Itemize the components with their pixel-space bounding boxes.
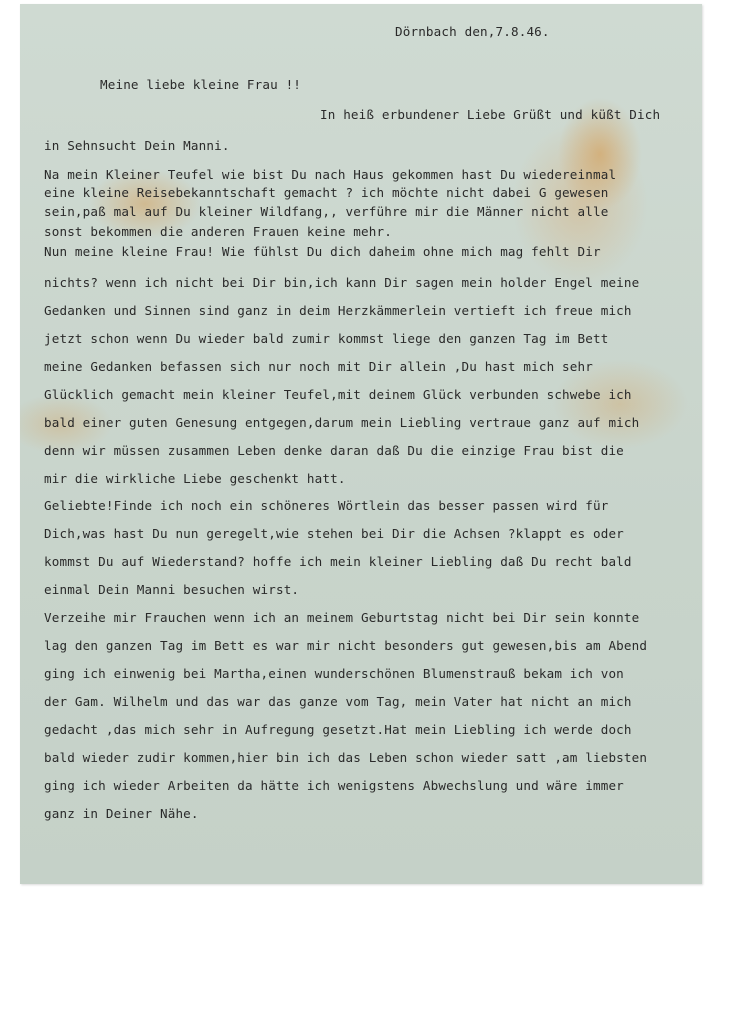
body-line: bald wieder zudir kommen,hier bin ich das Leben schon wieder satt ,am liebsten: [44, 750, 648, 765]
body-line: bald einer guten Genesung entgegen,darum mein Liebling vertraue ganz auf mich: [44, 415, 640, 430]
body-line: denn wir müssen zusammen Leben denke daran daß Du die einzige Frau bist die: [44, 443, 624, 458]
body-line: Geliebte!Finde ich noch ein schöneres Wörtlein das besser passen wird für: [44, 498, 609, 513]
body-line: ging ich einwenig bei Martha,einen wunderschönen Blumenstrauß bekam ich von: [44, 666, 624, 681]
body-line: Na mein Kleiner Teufel wie bist Du nach Haus gekommen hast Du wiedereinmal: [44, 167, 617, 182]
body-line: der Gam. Wilhelm und das war das ganze vom Tag, mein Vater hat nicht an mich: [44, 694, 632, 709]
body-line: einmal Dein Manni besuchen wirst.: [44, 582, 300, 597]
body-line: lag den ganzen Tag im Bett es war mir nicht besonders gut gewesen,bis am Abend: [44, 638, 648, 653]
body-line: jetzt schon wenn Du wieder bald zumir kommst liege den ganzen Tag im Bett: [44, 331, 609, 346]
body-line: Nun meine kleine Frau! Wie fühlst Du dich daheim ohne mich mag fehlt Dir: [44, 244, 601, 259]
body-line: Gedanken und Sinnen sind ganz in deim Herzkämmerlein vertieft ich freue mich: [44, 303, 632, 318]
greeting-line: In heiß erbundener Liebe Grüßt und küßt Dich: [320, 107, 661, 122]
body-line: eine kleine Reisebekanntschaft gemacht ? ich möchte nicht dabei G gewesen: [44, 185, 609, 200]
body-line: sonst bekommen die anderen Frauen keine mehr.: [44, 224, 392, 239]
body-line: sein,paß mal auf Du kleiner Wildfang,, verführe mir die Männer nicht alle: [44, 204, 609, 219]
greeting-signature: in Sehnsucht Dein Manni.: [44, 138, 230, 153]
date-line: Dörnbach den,7.8.46.: [395, 24, 550, 39]
body-line: meine Gedanken befassen sich nur noch mit Dir allein ,Du hast mich sehr: [44, 359, 593, 374]
body-line: Glücklich gemacht mein kleiner Teufel,mit deinem Glück verbunden schwebe ich: [44, 387, 632, 402]
body-line: kommst Du auf Wiederstand? hoffe ich mein kleiner Liebling daß Du recht bald: [44, 554, 632, 569]
body-line: ging ich wieder Arbeiten da hätte ich wenigstens Abwechslung und wäre immer: [44, 778, 624, 793]
salutation: Meine liebe kleine Frau !!: [100, 77, 302, 92]
body-line: ganz in Deiner Nähe.: [44, 806, 199, 821]
body-line: mir die wirkliche Liebe geschenkt hatt.: [44, 471, 346, 486]
body-line: Dich,was hast Du nun geregelt,wie stehen bei Dir die Achsen ?klappt es oder: [44, 526, 624, 541]
body-line: nichts? wenn ich nicht bei Dir bin,ich kann Dir sagen mein holder Engel meine: [44, 275, 640, 290]
body-line: gedacht ,das mich sehr in Aufregung gesetzt.Hat mein Liebling ich werde doch: [44, 722, 632, 737]
body-line: Verzeihe mir Frauchen wenn ich an meinem Geburtstag nicht bei Dir sein konnte: [44, 610, 640, 625]
